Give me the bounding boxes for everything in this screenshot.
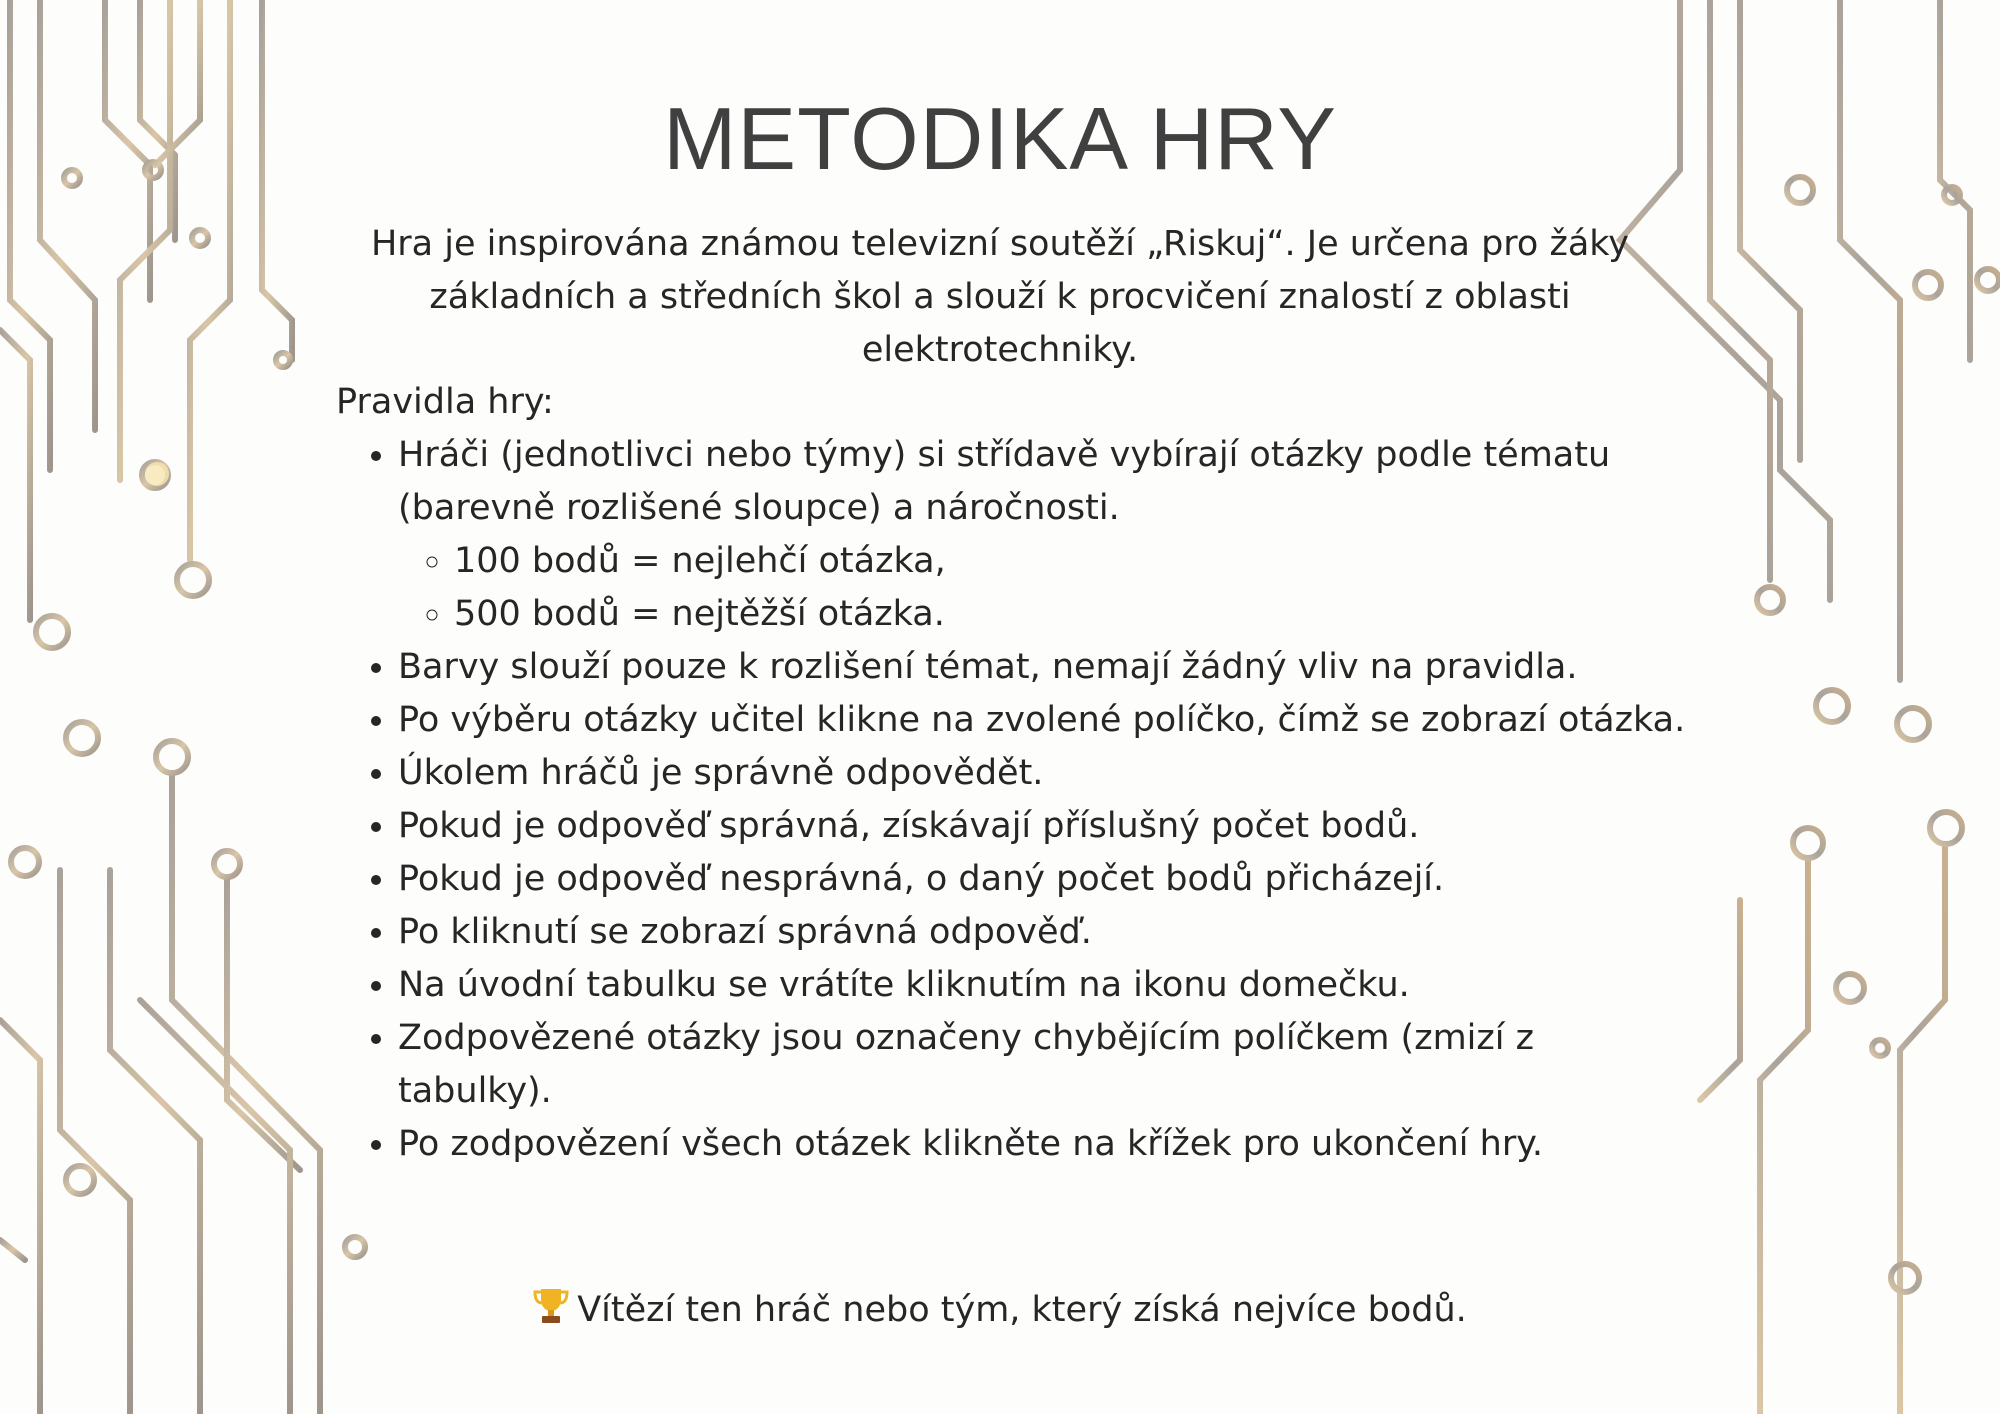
points-sublist	[398, 535, 1688, 641]
rules-heading: Pravidla hry:	[336, 382, 554, 422]
rule-item: • Pokud je odpověď správná, získávají příslušný počet bodů.	[398, 800, 1688, 853]
points-item: ◦ 100 bodů = nejlehčí otázka,	[454, 535, 1688, 588]
rule-item: • Po kliknutí se zobrazí správná odpověď.	[398, 906, 1688, 959]
points-item: ◦ 500 bodů = nejtěžší otázka.	[454, 588, 1688, 641]
rule-item: • Hráči (jednotlivci nebo týmy) si střídavě vybírají otázky podle tématu (barevně rozlišené sloupce) a náročnosti. ◦ 100 bodů = nejlehčí otázka, ◦ 500 bodů = nejtěžší otázka.	[398, 429, 1688, 641]
rule-item: • Pokud je odpověď nesprávná, o daný počet bodů přicházejí.	[398, 853, 1688, 906]
rules-list	[336, 429, 1688, 1171]
winner-text: Vítězí ten hráč nebo tým, který získá nejvíce bodů.	[577, 1290, 1467, 1330]
rule-item: • Barvy slouží pouze k rozlišení témat, nemají žádný vliv na pravidla.	[398, 641, 1688, 694]
trophy-icon	[533, 1287, 569, 1325]
rule-item: • Po výběru otázky učitel klikne na zvolené políčko, čímž se zobrazí otázka.	[398, 694, 1688, 747]
winner-statement	[0, 1284, 2000, 1337]
rule-item: • Zodpovězené otázky jsou označeny chybějícím políčkem (zmizí z tabulky).	[398, 1012, 1688, 1118]
rule-item: • Úkolem hráčů je správně odpovědět.	[398, 747, 1688, 800]
intro-paragraph: Hra je inspirována známou televizní soutěží „Riskuj“. Je určena pro žáky základních a středních škol a slouží k procvičení znalostí z oblasti elektrotechniky.	[370, 224, 1630, 370]
rule-item: • Po zodpovězení všech otázek klikněte na křížek pro ukončení hry.	[398, 1118, 1688, 1171]
rule-item: • Na úvodní tabulku se vrátíte kliknutím na ikonu domečku.	[398, 959, 1688, 1012]
page-title: METODIKA HRY	[663, 89, 1337, 188]
